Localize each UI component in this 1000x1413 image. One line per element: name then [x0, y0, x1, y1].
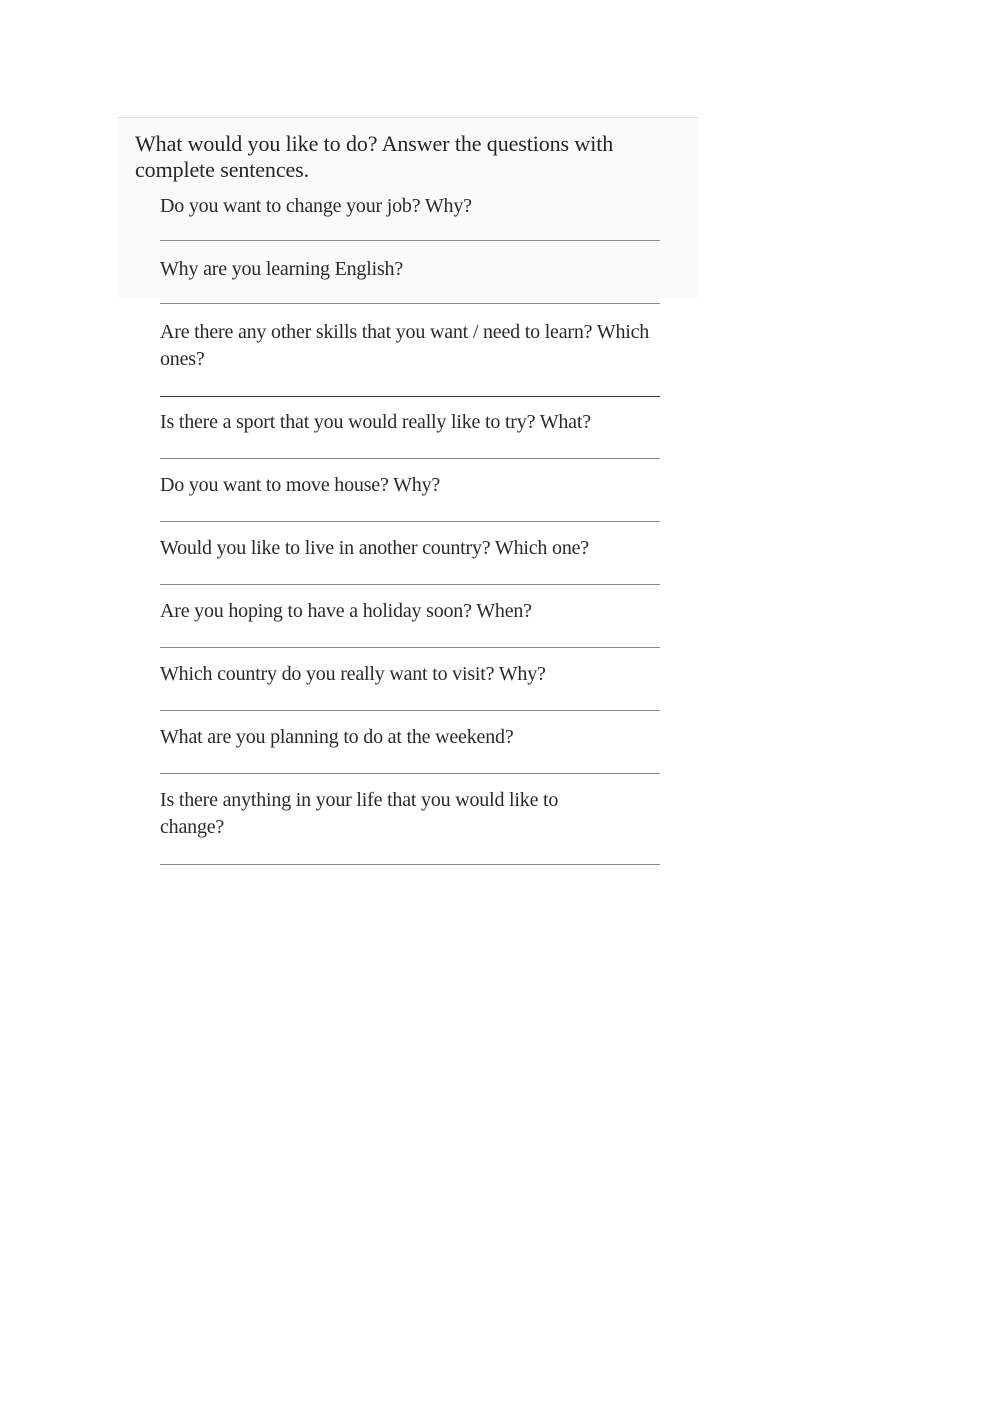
question-text: Are there any other skills that you want / need to learn? Which ones?	[160, 321, 650, 370]
question-text: Is there a sport that you would really like to try? What?	[160, 411, 591, 433]
answer-line[interactable]	[160, 458, 660, 459]
answer-line[interactable]	[160, 773, 660, 774]
answer-line[interactable]	[160, 864, 660, 865]
answer-line[interactable]	[160, 647, 660, 648]
question-text: What are you planning to do at the weekend?	[160, 726, 514, 748]
question-text: Is there anything in your life that you would like to change?	[160, 789, 559, 838]
answer-line[interactable]	[160, 240, 660, 241]
question-text: Are you hoping to have a holiday soon? When?	[160, 600, 532, 622]
question-text: Do you want to move house? Why?	[160, 474, 441, 496]
answer-line[interactable]	[160, 584, 660, 585]
answer-line[interactable]	[160, 396, 660, 397]
answer-line[interactable]	[160, 521, 660, 522]
question-text: Would you like to live in another country? Which one?	[160, 537, 589, 559]
answer-line[interactable]	[160, 710, 660, 711]
instructions-text: What would you like to do? Answer the questions with complete sentences.	[135, 131, 614, 182]
question-text: Do you want to change your job? Why?	[160, 195, 472, 217]
answer-line[interactable]	[160, 303, 660, 304]
question-text: Why are you learning English?	[160, 258, 404, 280]
question-text: Which country do you really want to visit? Why?	[160, 663, 546, 685]
